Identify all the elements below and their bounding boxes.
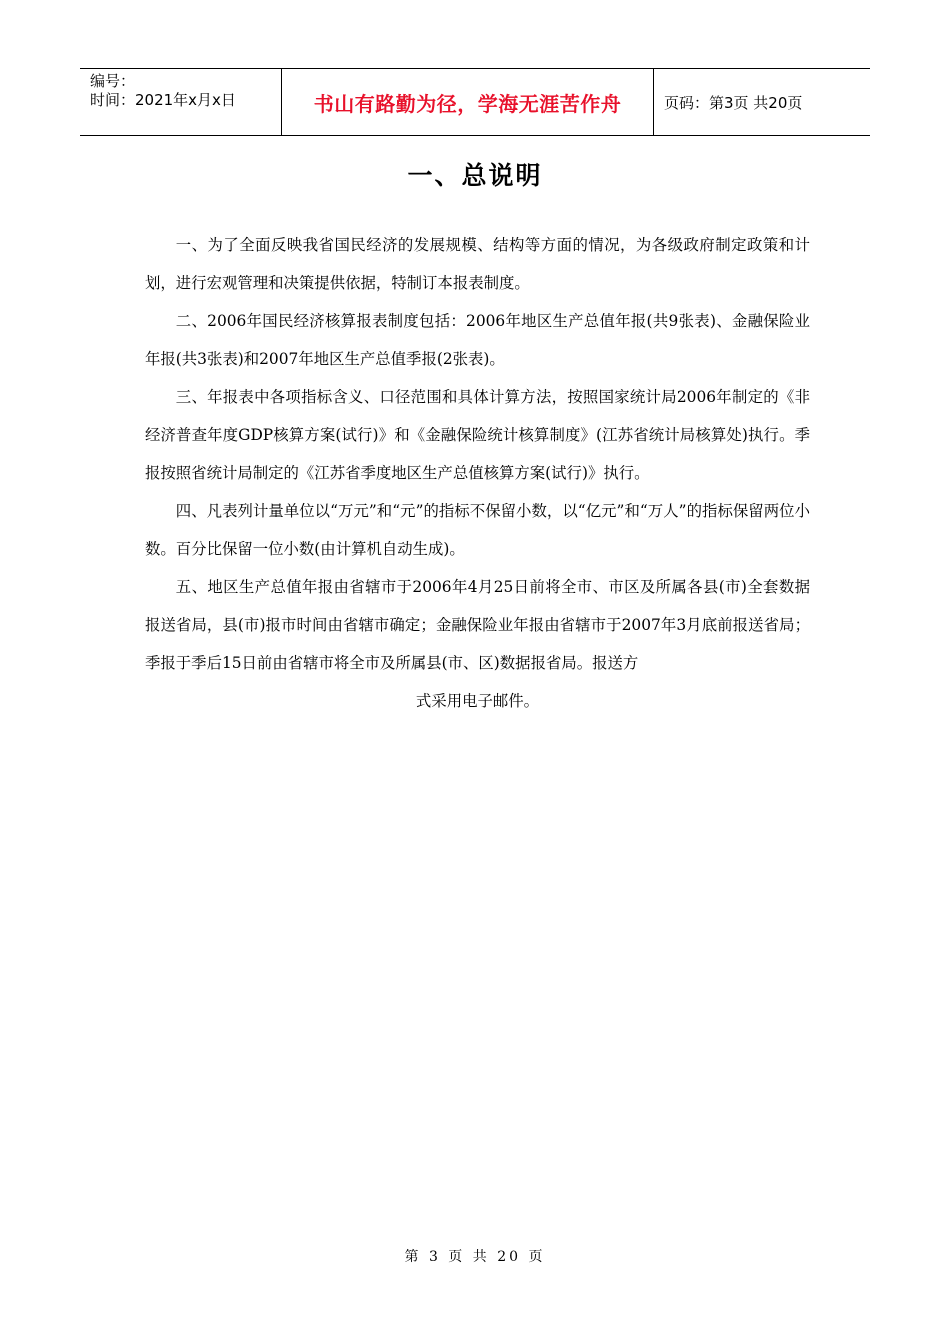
page-footer: 第 3 页 共 20 页	[404, 1249, 546, 1265]
motto-text: 书山有路勤为径，学海无涯苦作舟	[313, 91, 622, 116]
time-label: 时间：2021年x月x日	[90, 91, 236, 109]
document-header	[80, 68, 870, 136]
header-motto-cell	[282, 69, 654, 135]
page-title: 一、总说明	[407, 161, 543, 190]
paragraph-5: 五、地区生产总值年报由省辖市于2006年4月25日前将全市、市区及所属各县(市)全套数据报送省局，县(市)报市时间由省辖市确定；金融保险业年报由省辖市于2007年3月底前报送省局；季报于季后15日前由省辖市将全市及所属县(市、区)数据报省局。报送方	[145, 578, 810, 672]
paragraph-2: 二、2006年国民经济核算报表制度包括：2006年地区生产总值年报(共9张表)、金融保险业年报(共3张表)和2007年地区生产总值季报(2张表)。	[145, 312, 810, 368]
number-label: 编号：	[90, 72, 136, 90]
paragraph-4: 四、凡表列计量单位以“万元”和“元”的指标不保留小数，以“亿元”和“万人”的指标保留两位小数。百分比保留一位小数(由计算机自动生成)。	[145, 502, 810, 558]
header-meta	[80, 69, 282, 135]
header-page-info: 页码：第3页 共20页	[664, 93, 803, 112]
paragraph-3: 三、年报表中各项指标含义、口径范围和具体计算方法，按照国家统计局2006年制定的《非经济普查年度GDP核算方案(试行)》和《金融保险统计核算制度》(江苏省统计局核算处)执行。季报按照省统计局制定的《江苏省季度地区生产总值核算方案(试行)》执行。	[145, 388, 810, 482]
document-body	[145, 226, 810, 720]
paragraph-1: 一、为了全面反映我省国民经济的发展规模、结构等方面的情况，为各级政府制定政策和计划，进行宏观管理和决策提供依据，特制订本报表制度。	[145, 236, 810, 292]
paragraph-5-tail: 式采用电子邮件。	[415, 692, 540, 710]
